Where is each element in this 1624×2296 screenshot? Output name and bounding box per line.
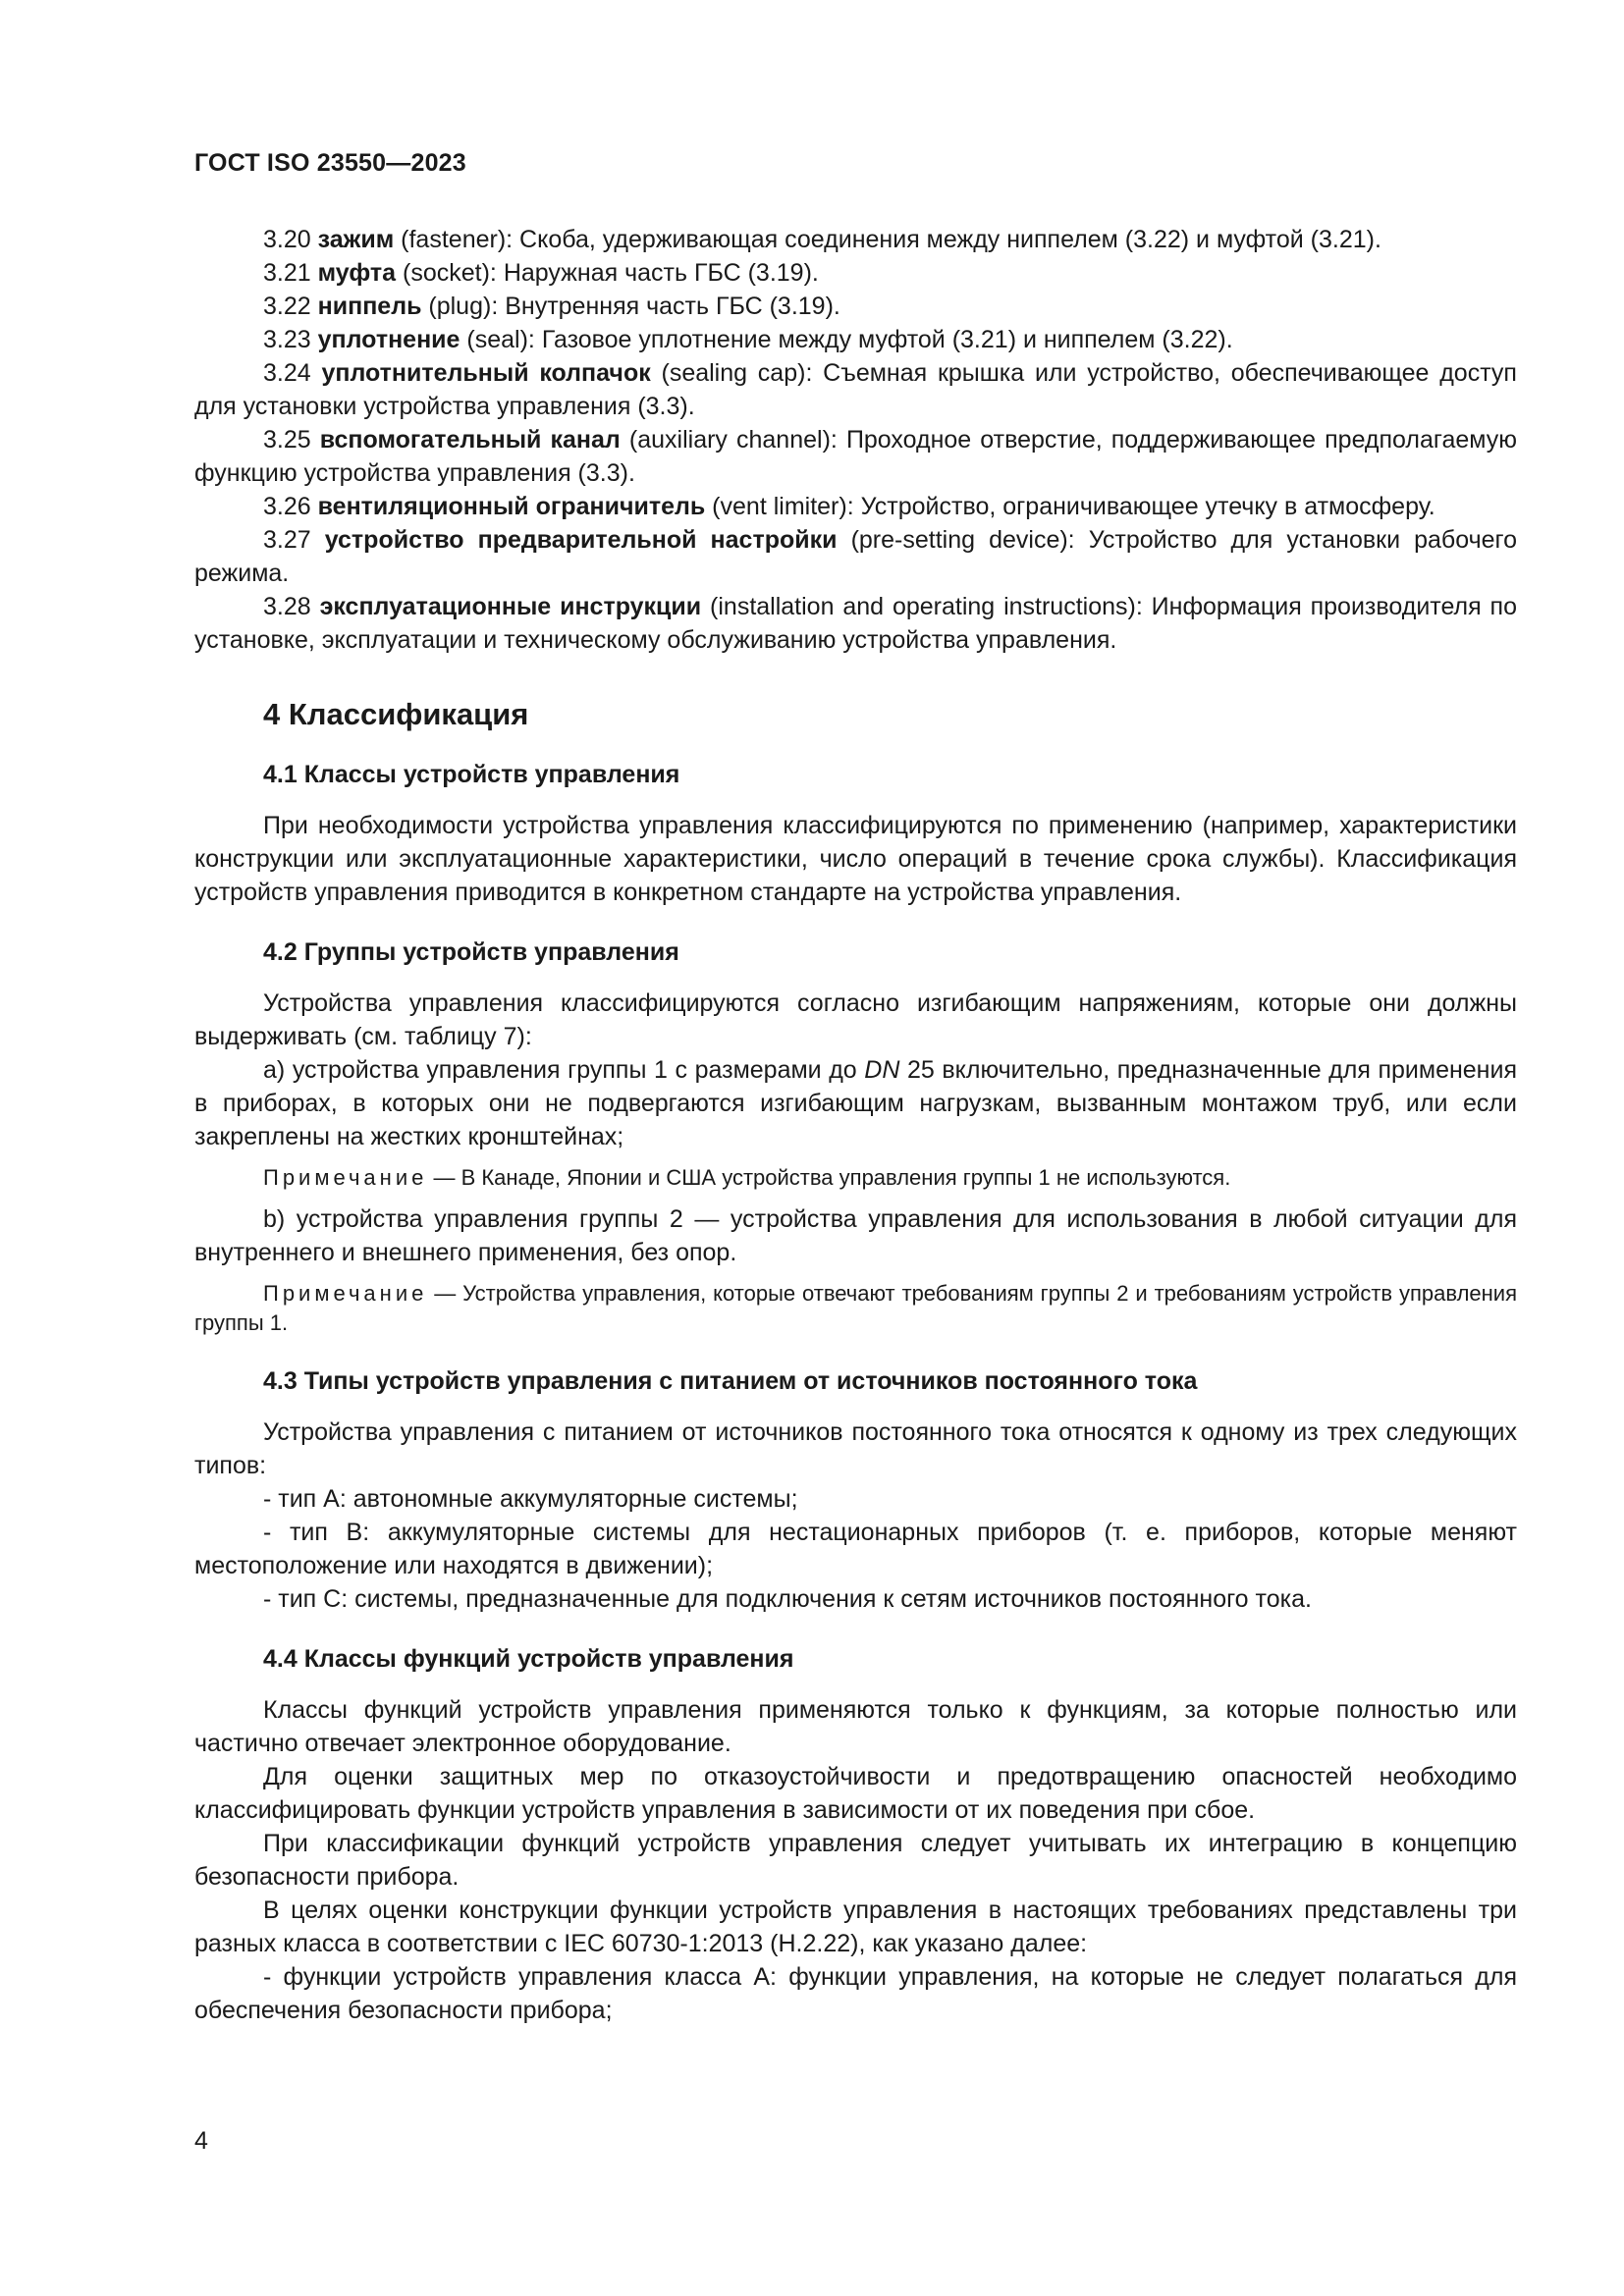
paragraph-4-4-2: Для оценки защитных мер по отказоустойчивости и предотвращению опасностей необходимо классифицировать функции устройств управления в зависимости от их поведения при сбое.	[194, 1763, 1517, 1824]
term-number: 3.22	[263, 293, 311, 320]
term-definition-text: Съемная крышка или устройство, обеспечивающее доступ для установки устройства управления (3.3).	[194, 359, 1517, 420]
term-number: 3.27	[263, 526, 311, 554]
term-english: (socket):	[396, 259, 504, 287]
paragraph-4-2-intro: Устройства управления классифицируются согласно изгибающим напряжениям, которые они должны выдерживать (см. таблицу 7):	[194, 989, 1517, 1050]
term-english: (installation and operating instructions):	[701, 593, 1152, 620]
note-text: — Устройства управления, которые отвечают требованиям группы 2 и требованиям устройств управления группы 1.	[194, 1281, 1517, 1335]
list-item-4-2-b: b) устройства управления группы 2 — устройства управления для использования в любой ситуации для внутреннего и внешнего применения, без опор.	[194, 1205, 1517, 1266]
term-definition-text: Устройство, ограничивающее утечку в атмосферу.	[860, 493, 1435, 520]
term-name: вспомогательный канал	[319, 426, 621, 454]
term-definition	[194, 290, 1517, 323]
subsection-4-3-title: 4.3 Типы устройств управления с питанием от источников постоянного тока	[263, 1367, 1198, 1395]
paragraph-4-3-intro: Устройства управления с питанием от источников постоянного тока относятся к одному из трех следующих типов:	[194, 1418, 1517, 1479]
list-item-type-b: - тип В: аккумуляторные системы для нестационарных приборов (т. е. приборов, которые меняют местоположение или находятся в движении);	[194, 1519, 1517, 1579]
term-definition	[194, 323, 1517, 356]
term-english: (sealing cap):	[650, 359, 824, 387]
term-definition	[194, 423, 1517, 490]
term-definition-text: Наружная часть ГБС (3.19).	[503, 259, 819, 287]
term-number: 3.23	[263, 326, 311, 353]
note-text: — В Канаде, Японии и США устройства управления группы 1 не используются.	[427, 1165, 1231, 1190]
term-name: ниппель	[317, 293, 422, 320]
term-definition	[194, 490, 1517, 523]
paragraph-4-4-3: При классификации функций устройств управления следует учитывать их интеграцию в концепцию безопасности прибора.	[194, 1830, 1517, 1891]
term-name: зажим	[317, 226, 395, 253]
term-name: устройство предварительной настройки	[324, 526, 838, 554]
item-a-dn: DN	[864, 1056, 900, 1084]
term-english: (seal):	[460, 326, 542, 353]
term-number: 3.24	[263, 359, 311, 387]
term-definition-text: Устройство для установки рабочего режима.	[194, 526, 1517, 587]
paragraph-4-1: При необходимости устройства управления классифицируются по применению (например, характеристики конструкции или эксплуатационные характеристики, число операций в течение срока службы). Классификация устройств управления приводится в конкретном стандарте на устройства управления.	[194, 812, 1517, 906]
terms-list	[194, 223, 1517, 657]
term-definition	[194, 223, 1517, 256]
term-definition-text: Внутренняя часть ГБС (3.19).	[505, 293, 840, 320]
term-english: (vent limiter):	[705, 493, 861, 520]
term-english: (plug):	[421, 293, 506, 320]
term-definition	[194, 256, 1517, 290]
term-number: 3.28	[263, 593, 311, 620]
term-definition	[194, 356, 1517, 423]
list-item-type-c: - тип С: системы, предназначенные для подключения к сетям источников постоянного тока.	[263, 1585, 1312, 1613]
term-name: вентиляционный ограничитель	[317, 493, 706, 520]
term-english: (pre-setting device):	[837, 526, 1089, 554]
item-a-text-after: 25 включительно, предназначенные для применения в приборах, в которых они не подвергаются изгибающим нагрузкам, вызванным монтажом труб, или если закреплены на жестких кронштейнах;	[194, 1056, 1517, 1150]
note-4-2-2	[194, 1279, 1517, 1338]
document-body	[194, 223, 1517, 2027]
page-number: 4	[194, 2127, 208, 2155]
term-definition-text: Газовое уплотнение между муфтой (3.21) и ниппелем (3.22).	[541, 326, 1233, 353]
subsection-4-1-title: 4.1 Классы устройств управления	[263, 761, 680, 788]
term-definition	[194, 590, 1517, 657]
term-definition-text: Скоба, удерживающая соединения между ниппелем (3.22) и муфтой (3.21).	[519, 226, 1381, 253]
paragraph-4-4-4: В целях оценки конструкции функции устройств управления в настоящих требованиях представлены три разных класса в соответствии с IEC 60730-1:2013 (Н.2.22), как указано далее:	[194, 1896, 1517, 1957]
document-header: ГОСТ ISO 23550—2023	[194, 149, 466, 177]
term-number: 3.21	[263, 259, 311, 287]
item-a-text-before: a) устройства управления группы 1 с размерами до	[263, 1056, 865, 1084]
paragraph-4-4-1: Классы функций устройств управления применяются только к функциям, за которые полностью или частично отвечает электронное оборудование.	[194, 1696, 1517, 1757]
term-definition-text: Проходное отверстие, поддерживающее предполагаемую функцию устройства управления (3.3).	[194, 426, 1518, 487]
term-name: муфта	[317, 259, 397, 287]
note-4-2-1	[194, 1163, 1517, 1193]
term-name: эксплуатационные инструкции	[319, 593, 702, 620]
term-english: (fastener):	[394, 226, 520, 253]
note-label: Примечание	[263, 1281, 428, 1306]
list-item-type-a: - тип А: автономные аккумуляторные системы;	[263, 1485, 798, 1513]
subsection-4-2-title: 4.2 Группы устройств управления	[263, 938, 679, 966]
term-number: 3.25	[263, 426, 311, 454]
term-definition-text: Информация производителя по установке, эксплуатации и техническому обслуживанию устройства управления.	[194, 593, 1517, 654]
term-english: (auxiliary channel):	[620, 426, 846, 454]
subsection-4-4-title: 4.4 Классы функций устройств управления	[263, 1645, 794, 1673]
paragraph-4-4-5: - функции устройств управления класса А: функции управления, на которые не следует полагаться для обеспечения безопасности прибора;	[194, 1963, 1517, 2024]
note-label: Примечание	[263, 1165, 428, 1190]
term-number: 3.26	[263, 493, 311, 520]
list-item-4-2-a	[194, 1053, 1517, 1153]
section-4-title: 4 Классификация	[263, 697, 529, 731]
term-definition	[194, 523, 1517, 590]
term-number: 3.20	[263, 226, 311, 253]
term-name: уплотнительный колпачок	[321, 359, 651, 387]
term-name: уплотнение	[317, 326, 460, 353]
